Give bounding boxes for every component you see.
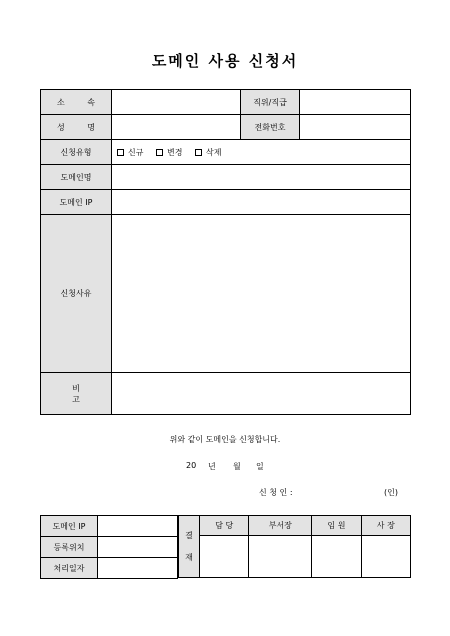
reason-field[interactable]: [112, 215, 411, 373]
checkbox-icon: [195, 149, 202, 156]
domain-label: 도메인명: [41, 165, 112, 190]
approval-header: [179, 516, 200, 578]
type-options: [112, 140, 411, 165]
position-label: 직위/직급: [241, 90, 300, 115]
statement: 위와 같이 도메인을 신청합니다.: [169, 435, 281, 444]
type-label: 신청유형: [41, 140, 112, 165]
sign-staff[interactable]: [200, 536, 249, 578]
date-day: 일: [256, 462, 264, 471]
affiliation-label: 소 속: [41, 90, 112, 115]
approval-table: [178, 515, 411, 578]
approver-executive: 임 원: [312, 516, 361, 536]
approver-staff: 담 당: [200, 516, 249, 536]
phone-field[interactable]: [300, 115, 411, 140]
registered-location-label: 등록위치: [41, 537, 98, 558]
position-field[interactable]: [300, 90, 411, 115]
page-title: 도메인 사용 신청서: [151, 52, 299, 70]
ip-field[interactable]: [112, 190, 411, 215]
phone-label: 전화번호: [241, 115, 300, 140]
date-year-prefix: 20: [186, 461, 197, 470]
processing-table: [40, 515, 178, 579]
processed-date-field[interactable]: [98, 558, 178, 579]
registered-location-field[interactable]: [98, 537, 178, 558]
sign-dept-head[interactable]: [249, 536, 312, 578]
sign-executive[interactable]: [312, 536, 361, 578]
approval-char-1: 결: [185, 530, 193, 540]
name-field[interactable]: [112, 115, 241, 140]
type-option-change[interactable]: 변경: [156, 148, 182, 157]
checkbox-icon: [156, 149, 163, 156]
remarks-label: 비 고: [41, 373, 112, 415]
applicant-label: 신 청 인 :: [259, 488, 293, 497]
applicant-seal: (인): [384, 488, 398, 497]
ip-label: 도메인 IP: [41, 190, 112, 215]
type-option-new[interactable]: 신규: [117, 148, 143, 157]
remarks-field[interactable]: [112, 373, 411, 415]
processed-date-label: 처리일자: [41, 558, 98, 579]
domain-field[interactable]: [112, 165, 411, 190]
date-year: 년: [208, 462, 216, 471]
name-label: 성 명: [41, 115, 112, 140]
checkbox-icon: [117, 149, 124, 156]
reason-label: 신청사유: [41, 215, 112, 373]
approver-dept-head: 부서장: [249, 516, 312, 536]
affiliation-field[interactable]: [112, 90, 241, 115]
date-month: 월: [233, 462, 241, 471]
approval-char-2: 재: [185, 552, 193, 562]
bottom-ip-field[interactable]: [98, 516, 178, 537]
bottom-ip-label: 도메인 IP: [41, 516, 98, 537]
application-form-table: [40, 89, 411, 415]
approver-president: 사 장: [361, 516, 410, 536]
sign-president[interactable]: [361, 536, 410, 578]
type-option-delete[interactable]: 삭제: [195, 148, 221, 157]
